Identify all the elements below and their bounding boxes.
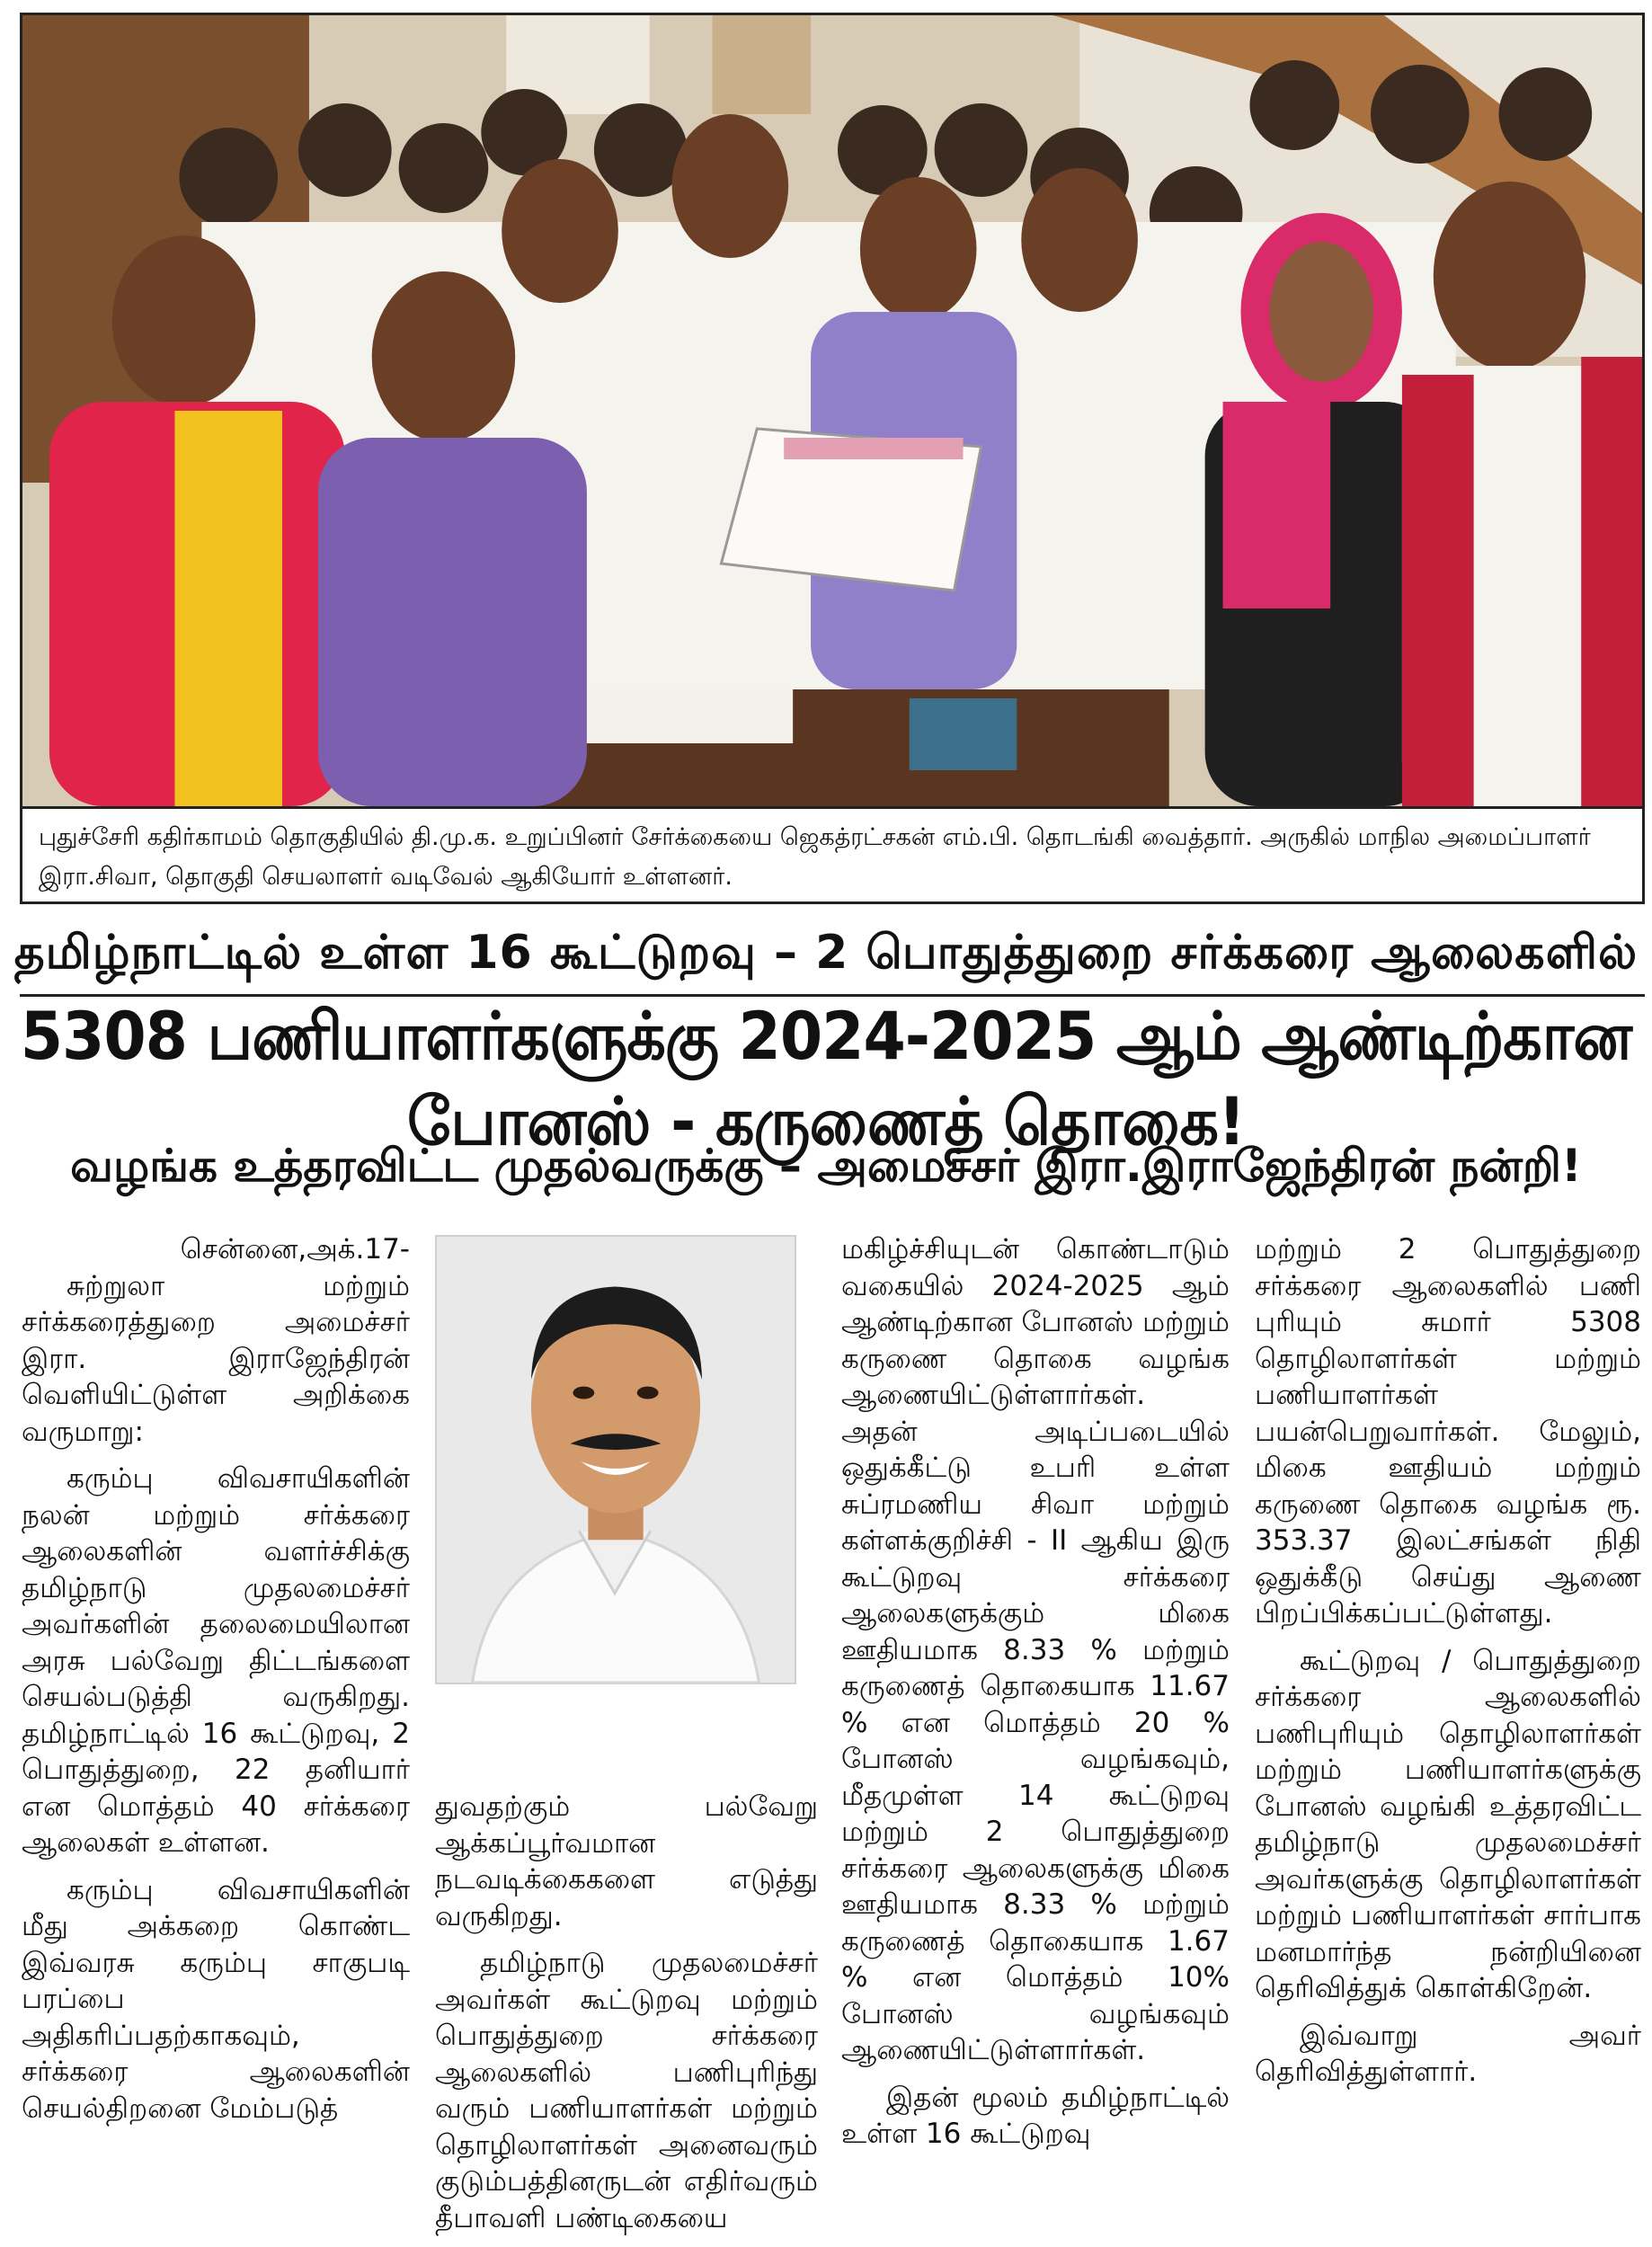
article-paragraph: துவதற்கும் பல்வேறு ஆக்கப்பூர்வமான நடவடிக்கைகளை எடுத்து வருகிறது.: [435, 1790, 818, 1932]
article-paragraph: இவ்வாறு அவர் தெரிவித்துள்ளார்.: [1255, 2019, 1641, 2088]
headline-kicker: தமிழ்நாட்டில் உள்ள 16 கூட்டுறவு – 2 பொதுத்துறை சர்க்கரை ஆலைகளில்: [13, 926, 1639, 980]
photo-caption: புதுச்சேரி கதிர்காமம் தொகுதியில் தி.மு.க. உறுப்பினர் சேர்க்கையை ஜெகத்ரட்சகன் எம்.பி. தொடங்கி வைத்தார். அருகில் மாநில அமைப்பாளர் இரா.சிவா, தொகுதி செயலாளர் வடிவேல் ஆகியோர் உள்ளனர்.: [22, 806, 1642, 901]
news-photo-box: [20, 13, 1645, 904]
article-paragraph: இதன் மூலம் தமிழ்நாட்டில் உள்ள 16 கூட்டுறவு: [841, 2081, 1230, 2150]
article-column-2: [435, 1789, 818, 2247]
group-photo: [22, 15, 1642, 806]
article-paragraph: தமிழ்நாடு முதலமைச்சர் அவர்கள் கூட்டுறவு மற்றும் பொதுத்துறை சர்க்கரை ஆலைகளில் பணிபுரிந்து வரும் பணியாளர்கள் மற்றும் தொழிலாளர்கள் அனைவரும் குடும்பத்தினருடன் எதிர்வரும் தீபாவளி பண்டிகையை: [435, 1947, 818, 2234]
article-paragraph: கூட்டுறவு / பொதுத்துறை சர்க்கரை ஆலைகளில் பணிபுரியும் தொழிலாளர்கள் மற்றும் பணியாளர்களுக்கு போனஸ் வழங்கி உத்தரவிட்ட தமிழ்நாடு முதலமைச்சர் அவர்களுக்கு தொழிலாளர்கள் மற்றும் பணியாளர்கள் சார்பாக மனமார்ந்த நன்றியினை தெரிவித்துக் கொள்கிறேன்.: [1255, 1644, 1641, 2004]
article-column-4: [1255, 1231, 1641, 2101]
portrait-illustration: [437, 1237, 795, 1683]
minister-portrait: [435, 1235, 796, 1684]
article-paragraph: கரும்பு விவசாயிகளின் மீது அக்கறை கொண்ட இவ்வரசு கரும்பு சாகுபடி பரப்பை அதிகரிப்பதற்காகவும், சர்க்கரை ஆலைகளின் செயல்திறனை மேம்படுத்: [22, 1873, 410, 2125]
group-photo-illustration: [22, 15, 1642, 806]
sub-headline: வழங்க உத்தரவிட்ட முதல்வருக்கு – அமைச்சர் இரா.இராஜேந்திரன் நன்றி!: [70, 1140, 1582, 1192]
article-column-3: [841, 1231, 1230, 2163]
article-paragraph: கரும்பு விவசாயிகளின் நலன் மற்றும் சர்க்கரை ஆலைகளின் வளர்ச்சிக்கு தமிழ்நாடு முதலமைச்சர் அவர்களின் தலைமையிலான அரசு பல்வேறு திட்டங்களை செயல்படுத்தி வருகிறது. தமிழ்நாட்டில் 16 கூட்டுறவு, 2 பொதுத்துறை, 22 தனியார் என மொத்தம் 40 சர்க்கரை ஆலைகள் உள்ளன.: [22, 1462, 410, 1859]
kicker-divider: [20, 994, 1645, 997]
article-column-1: [22, 1231, 410, 2137]
main-headline: 5308 பணியாளர்களுக்கு 2024-2025 ஆம் ஆண்டிற்கான போனஸ் - கருணைத் தொகை!: [20, 998, 1632, 1161]
dateline: சென்னை,அக்.17-: [180, 1233, 410, 1266]
article-paragraph: மகிழ்ச்சியுடன் கொண்டாடும் வகையில் 2024-2025 ஆம் ஆண்டிற்கான போனஸ் மற்றும் கருணை தொகை வழங்க ஆணையிட்டுள்ளார்கள். அதன் அடிப்படையில் ஒதுக்கீட்டு உபரி உள்ள சுப்ரமணிய சிவா மற்றும் கள்ளக்குறிச்சி - II ஆகிய இரு கூட்டுறவு சர்க்கரை ஆலைகளுக்கும் மிகை ஊதியமாக 8.33 % மற்றும் கருணைத் தொகையாக 11.67 % என மொத்தம் 20 % போனஸ் வழங்கவும், மீதமுள்ள 14 கூட்டுறவு மற்றும் 2 பொதுத்துறை சர்க்கரை ஆலைகளுக்கு மிகை ஊதியமாக 8.33 % மற்றும் கருணைத் தொகையாக 1.67 % என மொத்தம் 10% போனஸ் வழங்கவும் ஆணையிட்டுள்ளார்கள்.: [841, 1233, 1230, 2066]
article-paragraph: சுற்றுலா மற்றும் சர்க்கரைத்துறை அமைச்சர் இரா. இராஜேந்திரன் வெளியிட்டுள்ள அறிக்கை வருமாறு:: [22, 1269, 410, 1448]
article-paragraph: மற்றும் 2 பொதுத்துறை சர்க்கரை ஆலைகளில் பணி புரியும் சுமார் 5308 தொழிலாளர்கள் மற்றும் பணியாளர்கள் பயன்பெறுவார்கள். மேலும், மிகை ஊதியம் மற்றும் கருணை தொகை வழங்க ரூ. 353.37 இலட்சங்கள் நிதி ஒதுக்கீடு செய்து ஆணை பிறப்பிக்கப்பட்டுள்ளது.: [1255, 1233, 1641, 1630]
